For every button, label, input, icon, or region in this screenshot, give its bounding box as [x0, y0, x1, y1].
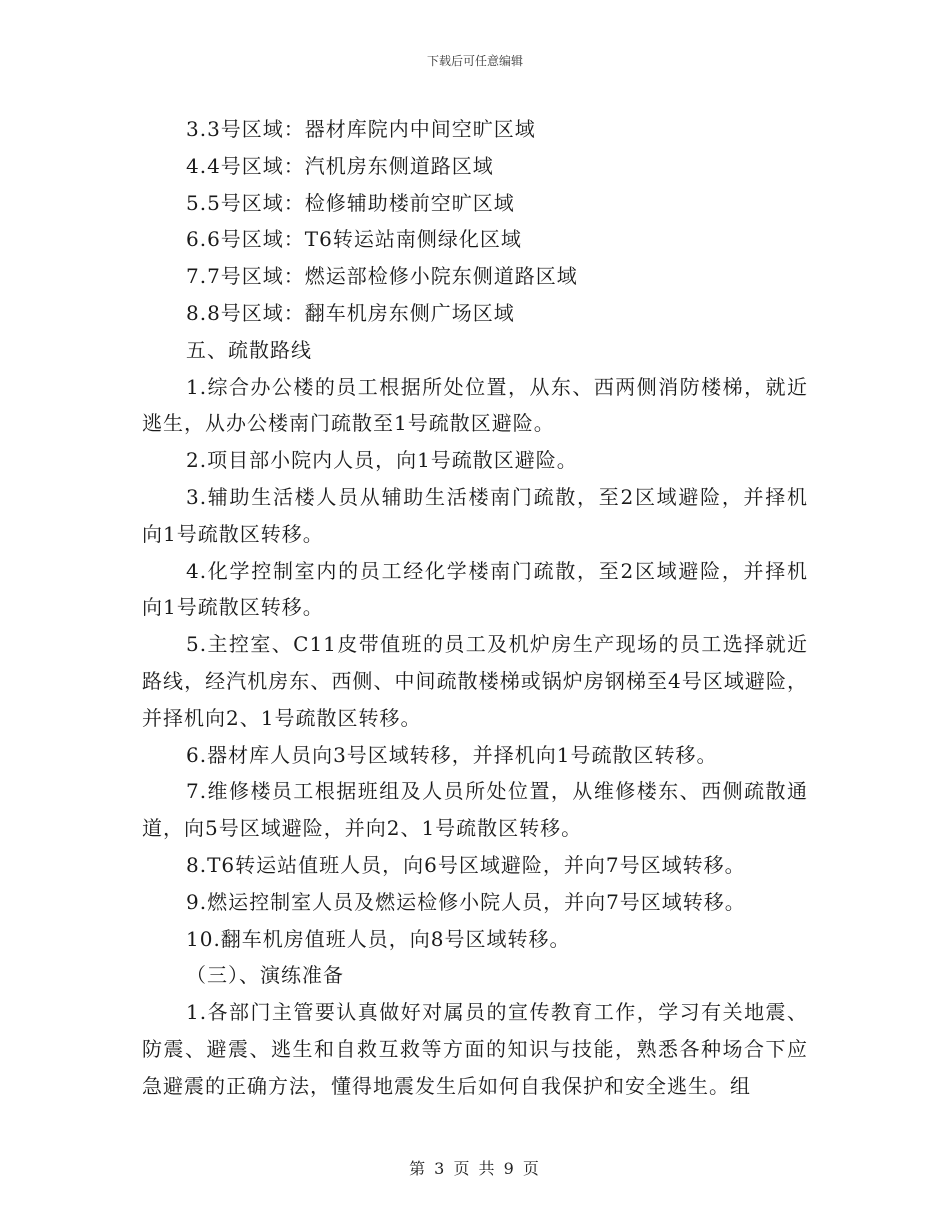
- paragraph-area-3: 3.3号区域：器材库院内中间空旷区域: [186, 117, 536, 141]
- paragraph-preparation-1: 1.各部门主管要认真做好对属员的宣传教育工作，学习有关地震、防震、避震、逃生和自救互救等方面的知识与技能，熟悉各种场合下应急避震的正确方法，懂得地震发生后如何自我保护和安全逃生。组: [142, 1000, 808, 1098]
- paragraph-route-5: 5.主控室、C11皮带值班的员工及机炉房生产现场的员工选择就近路线，经汽机房东、西侧、中间疏散楼梯或锅炉房钢梯至4号区域避险，并择机向2、1号疏散区转移。: [142, 632, 808, 730]
- paragraph-route-2: 2.项目部小院内人员，向1号疏散区避险。: [186, 448, 578, 473]
- paragraph-route-7: 7.维修楼员工根据班组及人员所处位置，从维修楼东、西侧疏散通道，向5号区域避险，并向2、1号疏散区转移。: [142, 779, 808, 841]
- section-heading-drill-preparation: （三）、演练准备: [186, 963, 344, 988]
- paragraph-area-6: 6.6号区域：T6转运站南侧绿化区域: [186, 227, 522, 252]
- paragraph-area-4: 4.4号区域：汽机房东侧道路区域: [186, 153, 494, 178]
- paragraph-route-3: 3.辅助生活楼人员从辅助生活楼南门疏散，至2区域避险，并择机向1号疏散区转移。: [142, 484, 808, 546]
- paragraph-route-6: 6.器材库人员向3号区域转移，并择机向1号疏散区转移。: [186, 742, 718, 767]
- paragraph-route-4: 4.化学控制室内的员工经化学楼南门疏散，至2区域避险，并择机向1号疏散区转移。: [142, 558, 808, 620]
- paragraph-area-7: 7.7号区域：燃运部检修小院东侧道路区域: [186, 264, 578, 289]
- section-heading-evacuation-routes: 五、疏散路线: [186, 337, 312, 362]
- paragraph-route-8: 8.T6转运站值班人员，向6号区域避险，并向7号区域转移。: [186, 852, 746, 877]
- paragraph-route-1: 1.综合办公楼的员工根据所处位置，从东、西两侧消防楼梯，就近逃生，从办公楼南门疏散至1号疏散区避险。: [142, 374, 808, 436]
- paragraph-route-9: 9.燃运控制室人员及燃运检修小院人员，并向7号区域转移。: [186, 889, 746, 914]
- paragraph-area-5: 5.5号区域：检修辅助楼前空旷区域: [186, 190, 515, 215]
- page-header: 下载后可任意编辑: [426, 54, 523, 68]
- page-footer: 第 3 页 共 9 页: [409, 1159, 541, 1178]
- paragraph-route-10: 10.翻车机房值班人员，向8号区域转移。: [186, 926, 571, 951]
- document-body: [142, 111, 808, 1105]
- paragraph-area-8: 8.8号区域：翻车机房东侧广场区域: [186, 300, 515, 325]
